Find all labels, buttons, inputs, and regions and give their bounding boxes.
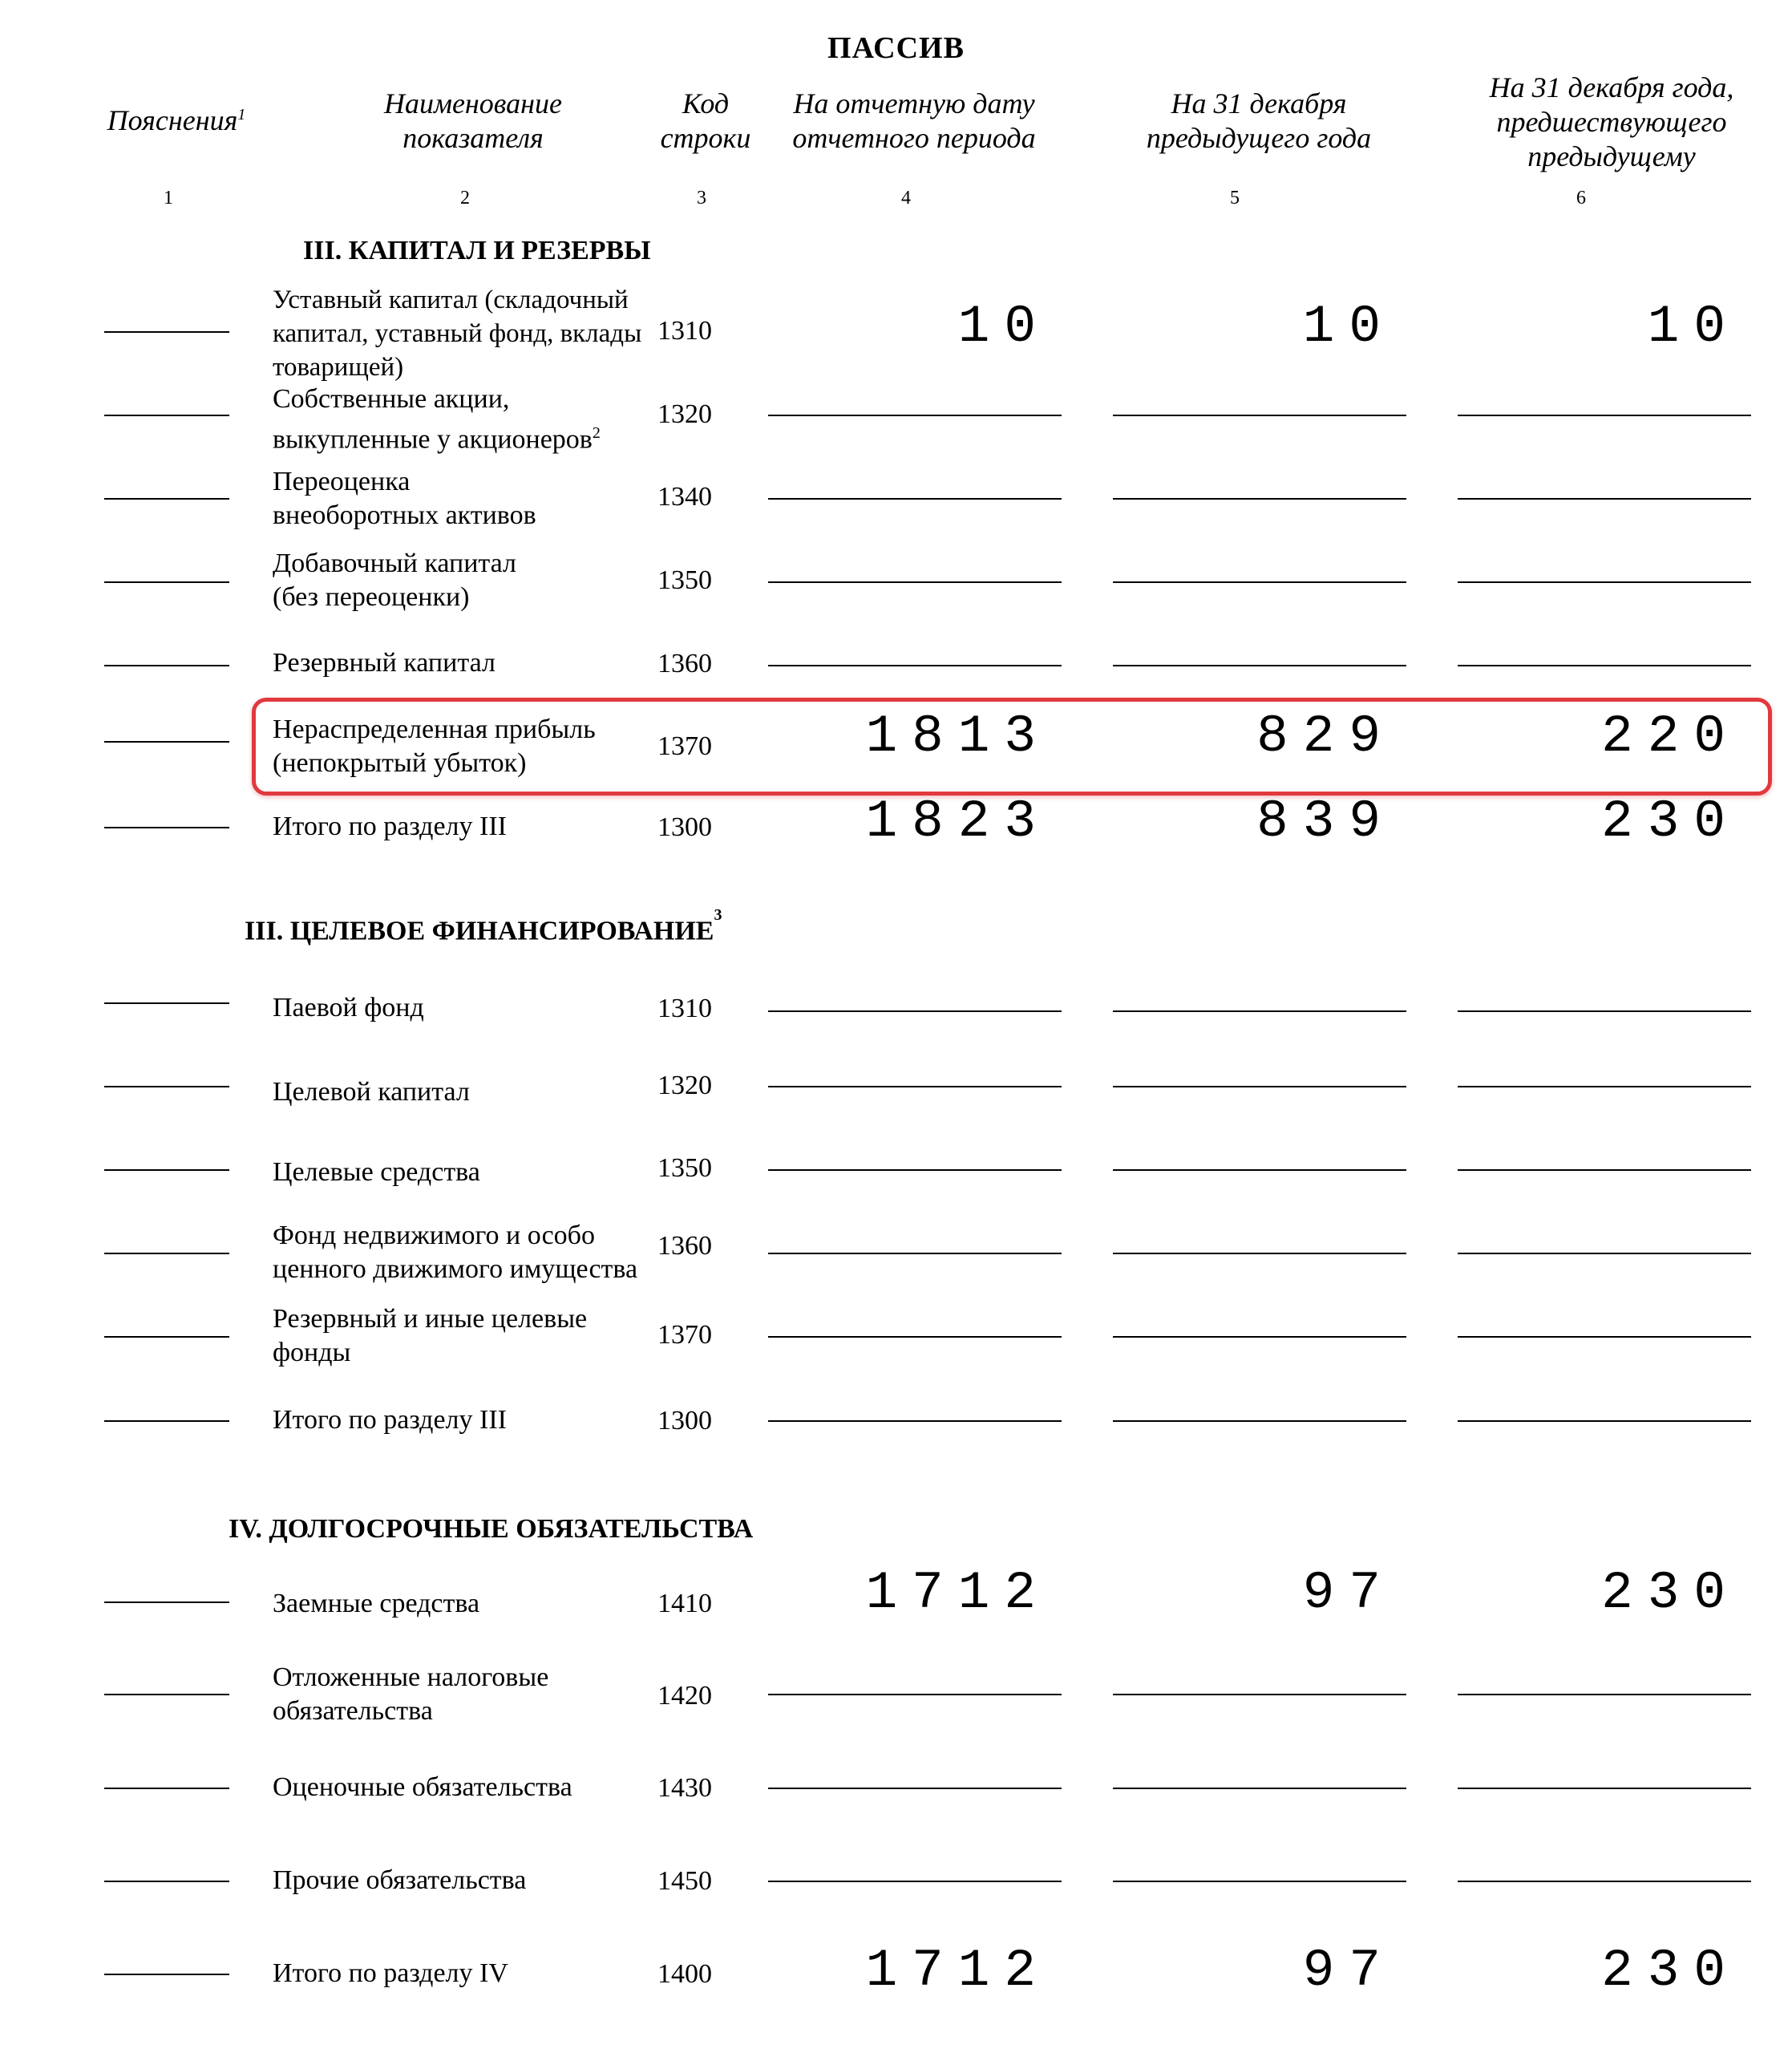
value-blank-line xyxy=(768,1010,1062,1012)
value-blank-line xyxy=(1113,1086,1406,1087)
explanation-line xyxy=(104,1336,229,1338)
value-blank-line xyxy=(1458,1253,1751,1254)
explanation-line xyxy=(104,331,229,333)
value-blank-line xyxy=(1458,498,1751,500)
row-code: 1370 xyxy=(657,1320,712,1350)
value-blank-line xyxy=(1458,1336,1751,1338)
row-code: 1360 xyxy=(657,1231,712,1261)
row-name-share-fund: Паевой фонд xyxy=(273,993,424,1022)
row-name-reserve-funds: Резервный и иные целевые фонды xyxy=(273,1304,588,1367)
value-blank-line xyxy=(1113,415,1406,416)
row-name-section-total: Итого по разделу IV xyxy=(273,1958,508,1988)
column-number-1: 1 xyxy=(164,188,173,209)
value-blank-line xyxy=(768,665,1062,666)
header-indicator-name: Наименование показателя xyxy=(383,87,563,154)
explanation-line xyxy=(104,1974,229,1975)
explanation-line xyxy=(104,1420,229,1422)
value-blank-line xyxy=(768,498,1062,500)
row-name-section-total: Итого по разделу III xyxy=(273,1405,507,1435)
row-code: 1430 xyxy=(657,1773,712,1803)
value-blank-line xyxy=(1458,1086,1751,1087)
explanation-line xyxy=(104,415,229,416)
row-code: 1310 xyxy=(657,316,712,346)
header-explanations-footnote: 1 xyxy=(237,106,246,124)
row-code: 1420 xyxy=(657,1681,712,1711)
value-blank-line xyxy=(768,1694,1062,1695)
explanation-line xyxy=(104,665,229,666)
row-name-retained-earnings: Нераспределенная прибыль (непокрытый убыток) xyxy=(273,715,596,778)
explanation-line xyxy=(104,827,229,828)
header-year-before-prev: На 31 декабря года, предшествующего предыдущему xyxy=(1489,71,1734,172)
row-name-other-liabilities: Прочие обязательства xyxy=(273,1865,527,1895)
section-title-capital-reserves: III. КАПИТАЛ И РЕЗЕРВЫ xyxy=(303,236,651,265)
value-blank-line xyxy=(1113,1336,1406,1338)
section-title-target-financing xyxy=(245,906,722,946)
value-blank-line xyxy=(1458,415,1751,416)
value-year-before-prev: 10 xyxy=(1647,297,1740,357)
value-blank-line xyxy=(1113,1169,1406,1171)
explanation-line xyxy=(104,1601,229,1603)
value-reporting-date: 1823 xyxy=(865,792,1050,852)
row-code: 1370 xyxy=(657,731,712,761)
value-prev-year: 839 xyxy=(1256,792,1395,852)
row-name-section-total: Итого по разделу III xyxy=(273,812,507,841)
value-reporting-date: 1813 xyxy=(865,707,1050,767)
row-code: 1340 xyxy=(657,482,712,512)
row-code: 1410 xyxy=(657,1589,712,1618)
header-prev-year: На 31 декабря предыдущего года xyxy=(1146,87,1372,154)
row-code: 1450 xyxy=(657,1866,712,1896)
value-blank-line xyxy=(768,1881,1062,1882)
section-title-long-term-liabilities: IV. ДОЛГОСРОЧНЫЕ ОБЯЗАТЕЛЬСТВА xyxy=(229,1514,754,1544)
value-blank-line xyxy=(768,1788,1062,1789)
value-blank-line xyxy=(768,1169,1062,1171)
header-explanations-label: Пояснения xyxy=(107,104,238,136)
value-prev-year: 97 xyxy=(1302,1563,1395,1623)
value-blank-line xyxy=(1113,665,1406,666)
row-name-reserve-capital: Резервный капитал xyxy=(273,648,496,678)
explanation-line xyxy=(104,1788,229,1789)
row-name-deferred-tax: Отложенные налоговые обязательства xyxy=(273,1662,549,1726)
value-blank-line xyxy=(768,1336,1062,1338)
row-code: 1350 xyxy=(657,565,712,595)
explanation-line xyxy=(104,1002,229,1004)
row-code: 1320 xyxy=(657,1071,712,1100)
value-blank-line xyxy=(1458,1420,1751,1422)
value-prev-year: 97 xyxy=(1302,1941,1395,2001)
row-code: 1350 xyxy=(657,1153,712,1183)
highlight-box xyxy=(252,698,1772,796)
value-year-before-prev: 220 xyxy=(1601,707,1740,767)
row-code: 1300 xyxy=(657,1406,712,1435)
value-blank-line xyxy=(1458,581,1751,583)
value-blank-line xyxy=(1458,1881,1751,1882)
row-name-revaluation: Переоценка внеоборотных активов xyxy=(273,467,536,530)
value-blank-line xyxy=(1458,1169,1751,1171)
row-footnote: 2 xyxy=(592,424,601,442)
row-code: 1360 xyxy=(657,649,712,678)
header-line-code: Код строки xyxy=(660,87,751,154)
value-reporting-date: 1712 xyxy=(865,1941,1050,2001)
value-blank-line xyxy=(1113,1010,1406,1012)
value-blank-line xyxy=(1113,1694,1406,1695)
row-name-treasury-shares xyxy=(273,383,682,456)
value-reporting-date: 10 xyxy=(957,297,1050,357)
value-blank-line xyxy=(1458,1010,1751,1012)
column-number-2: 2 xyxy=(460,188,470,209)
header-reporting-date: На отчетную дату отчетного периода xyxy=(792,87,1036,154)
value-prev-year: 829 xyxy=(1256,707,1395,767)
column-number-5: 5 xyxy=(1230,188,1240,209)
value-blank-line xyxy=(768,581,1062,583)
value-blank-line xyxy=(1458,1788,1751,1789)
row-name-borrowed-funds: Заемные средства xyxy=(273,1589,480,1618)
value-blank-line xyxy=(768,1420,1062,1422)
row-name-real-estate-fund: Фонд недвижимого и особо ценного движимого имущества xyxy=(273,1221,638,1284)
value-blank-line xyxy=(1113,1788,1406,1789)
explanation-line xyxy=(104,1694,229,1695)
explanation-line xyxy=(104,1169,229,1171)
value-blank-line xyxy=(768,415,1062,416)
header-explanations xyxy=(104,98,249,138)
explanation-line xyxy=(104,498,229,500)
value-blank-line xyxy=(1458,665,1751,666)
explanation-line xyxy=(104,1881,229,1882)
row-name-treasury-shares-label: Собственные акции, выкупленные у акционеров xyxy=(273,384,593,455)
explanation-line xyxy=(104,741,229,743)
row-name-authorized-capital: Уставный капитал (складочный капитал, уставный фонд, вклады товарищей) xyxy=(273,285,642,382)
section-footnote: 3 xyxy=(714,906,722,924)
column-number-3: 3 xyxy=(697,188,706,209)
row-name-estimated-liabilities: Оценочные обязательства xyxy=(273,1772,572,1802)
value-reporting-date: 1712 xyxy=(865,1563,1050,1623)
section-title-target-financing-label: III. ЦЕЛЕВОЕ ФИНАНСИРОВАНИЕ xyxy=(245,916,714,946)
row-name-additional-capital: Добавочный капитал (без переоценки) xyxy=(273,549,517,612)
explanation-line xyxy=(104,581,229,583)
row-code: 1300 xyxy=(657,812,712,842)
value-year-before-prev: 230 xyxy=(1601,1941,1740,2001)
column-number-6: 6 xyxy=(1576,188,1586,209)
row-name-target-funds: Целевые средства xyxy=(273,1157,480,1187)
value-blank-line xyxy=(1113,1881,1406,1882)
value-blank-line xyxy=(1113,581,1406,583)
row-code: 1310 xyxy=(657,994,712,1023)
row-name-target-capital: Целевой капитал xyxy=(273,1077,470,1107)
row-code: 1400 xyxy=(657,1959,712,1989)
row-code: 1320 xyxy=(657,399,712,429)
value-blank-line xyxy=(1113,1420,1406,1422)
explanation-line xyxy=(104,1086,229,1087)
value-year-before-prev: 230 xyxy=(1601,792,1740,852)
value-blank-line xyxy=(1458,1694,1751,1695)
explanation-line xyxy=(104,1253,229,1254)
value-year-before-prev: 230 xyxy=(1601,1563,1740,1623)
value-blank-line xyxy=(768,1086,1062,1087)
value-blank-line xyxy=(1113,1253,1406,1254)
page-title: ПАССИВ xyxy=(827,31,965,65)
value-blank-line xyxy=(1113,498,1406,500)
column-number-4: 4 xyxy=(901,188,911,209)
value-prev-year: 10 xyxy=(1302,297,1395,357)
value-blank-line xyxy=(768,1253,1062,1254)
